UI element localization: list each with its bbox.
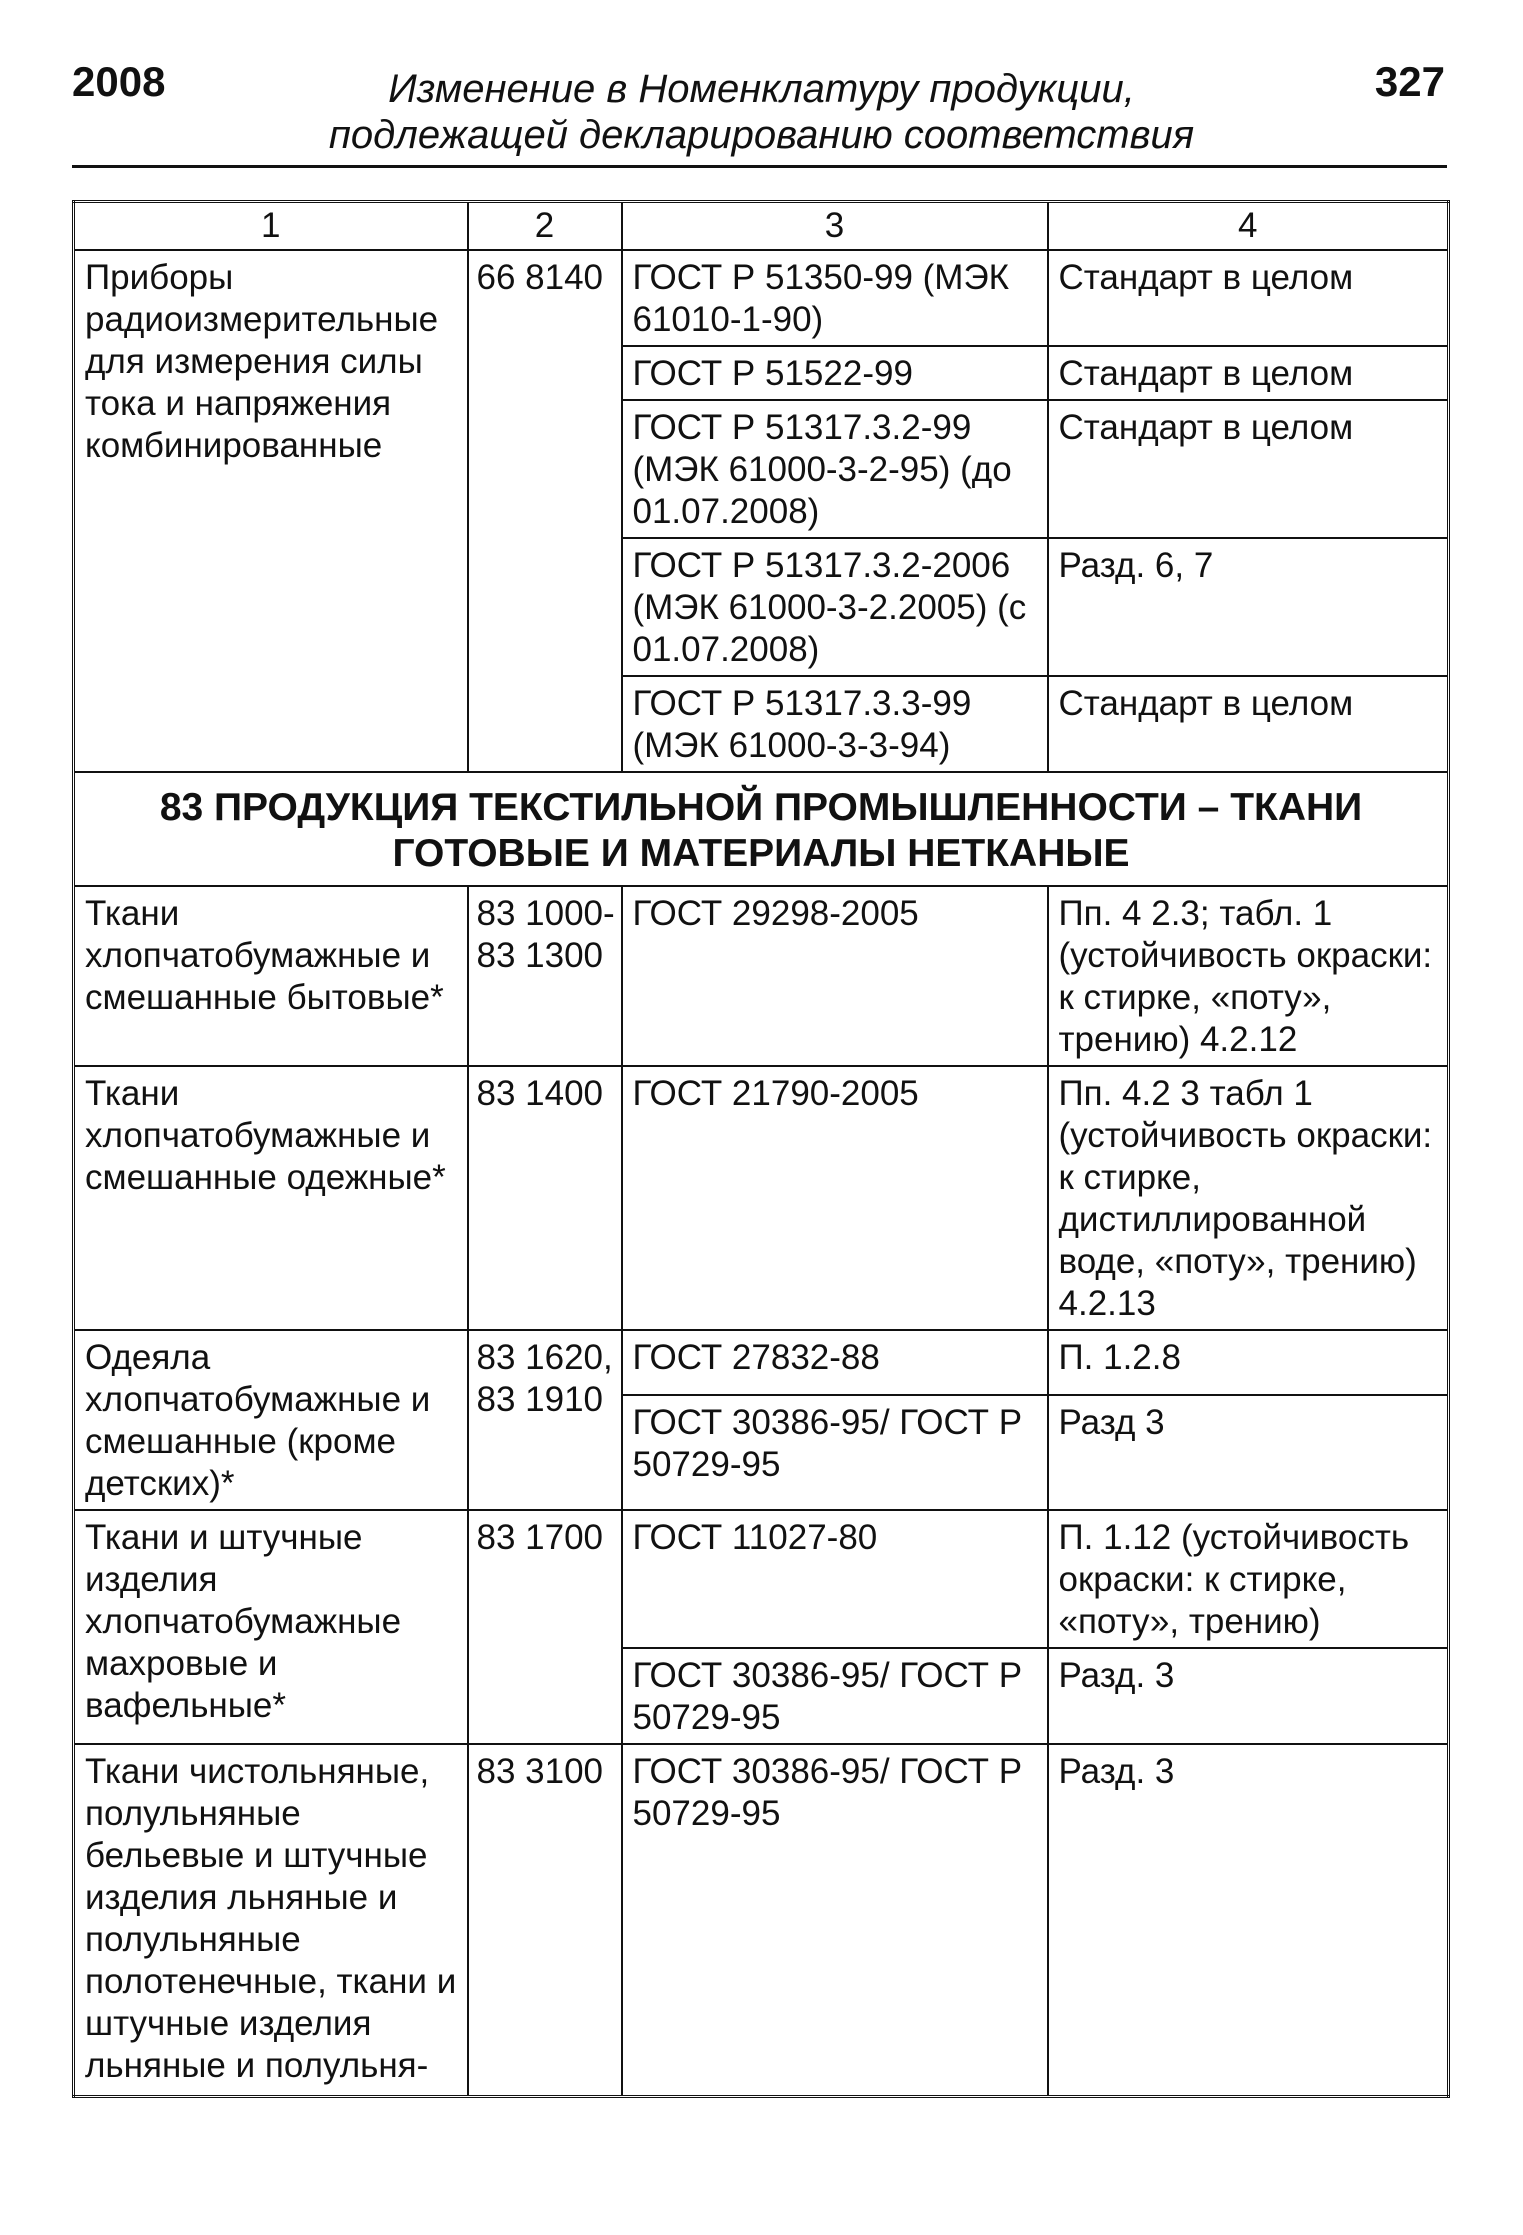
page-title-line1: Изменение в Номенклатуру продукции, (388, 67, 1135, 111)
scope-cell: П. 1.12 (устойчивость окраски: к стирке, «поту», трению) (1048, 1510, 1449, 1648)
column-header-4: 4 (1048, 202, 1449, 251)
header-rule (72, 165, 1447, 168)
scope-cell: Разд. 3 (1048, 1744, 1449, 2097)
standard-cell: ГОСТ Р 51317.3.2-2006 (МЭК 61000-3-2.2005) (с 01.07.2008) (622, 538, 1048, 676)
header-year: 2008 (72, 58, 166, 105)
product-cell: Ткани хлопчатобумажные и смешанные одежные* (74, 1066, 468, 1330)
product-cell: Приборы радиоизмерительные для измерения силы тока и напряжения комбинированные (74, 250, 468, 772)
scope-cell: П. 1.2.8 (1048, 1330, 1449, 1395)
product-cell: Ткани хлопчатобумажные и смешанные бытовые* (74, 886, 468, 1066)
scope-cell: Разд. 3 (1048, 1648, 1449, 1744)
scope-cell: Стандарт в целом (1048, 676, 1449, 772)
scope-cell: Разд. 6, 7 (1048, 538, 1449, 676)
product-cell: Одеяла хлопчатобумажные и смешанные (кроме детских)* (74, 1330, 468, 1510)
code-cell: 83 1400 (468, 1066, 622, 1330)
scope-cell: Пп. 4 2.3; табл. 1 (устойчивость окраски: к стирке, «поту», трению) 4.2.12 (1048, 886, 1449, 1066)
scope-cell: Разд 3 (1048, 1395, 1449, 1510)
scope-cell: Стандарт в целом (1048, 250, 1449, 346)
standard-cell: ГОСТ 21790-2005 (622, 1066, 1048, 1330)
standard-cell: ГОСТ 30386-95/ ГОСТ Р 50729-95 (622, 1744, 1048, 2097)
column-header-1: 1 (74, 202, 468, 251)
scope-cell: Пп. 4.2 3 табл 1 (устойчивость окраски: к стирке, дистиллированной воде, «поту», трению) 4.2.13 (1048, 1066, 1449, 1330)
standard-cell: ГОСТ 29298-2005 (622, 886, 1048, 1066)
scope-cell: Стандарт в целом (1048, 346, 1449, 400)
standard-cell: ГОСТ 11027-80 (622, 1510, 1048, 1648)
table-row (74, 1744, 1449, 2097)
code-cell: 83 3100 (468, 1744, 622, 2097)
table-row (74, 1510, 1449, 1648)
standard-cell: ГОСТ 30386-95/ ГОСТ Р 50729-95 (622, 1648, 1048, 1744)
section-row (74, 772, 1449, 886)
code-cell: 66 8140 (468, 250, 622, 772)
table-header-row (74, 202, 1449, 251)
standard-cell: ГОСТ 30386-95/ ГОСТ Р 50729-95 (622, 1395, 1048, 1510)
column-header-2: 2 (468, 202, 622, 251)
page-title-line2: подлежащей декларированию соответствия (328, 113, 1195, 157)
nomenclature-table (72, 200, 1450, 2098)
code-cell: 83 1000-83 1300 (468, 886, 622, 1066)
table-row (74, 886, 1449, 1066)
table-row (74, 1330, 1449, 1395)
scope-cell: Стандарт в целом (1048, 400, 1449, 538)
standard-cell: ГОСТ Р 51317.3.2-99 (МЭК 61000-3-2-95) (до 01.07.2008) (622, 400, 1048, 538)
table-row (74, 1066, 1449, 1330)
standard-cell: ГОСТ Р 51522-99 (622, 346, 1048, 400)
code-cell: 83 1620, 83 1910 (468, 1330, 622, 1510)
table-row (74, 250, 1449, 346)
product-cell: Ткани чистольняные, полульняные бельевые и штучные изделия льняные и полульняные полотенечные, ткани и штучные изделия льняные и полульня- (74, 1744, 468, 2097)
standard-cell: ГОСТ Р 51317.3.3-99 (МЭК 61000-3-3-94) (622, 676, 1048, 772)
code-cell: 83 1700 (468, 1510, 622, 1744)
page-title (260, 66, 1263, 158)
column-header-3: 3 (622, 202, 1048, 251)
standard-cell: ГОСТ 27832-88 (622, 1330, 1048, 1395)
product-cell: Ткани и штучные изделия хлопчатобумажные махровые и вафельные* (74, 1510, 468, 1744)
section-title: 83 ПРОДУКЦИЯ ТЕКСТИЛЬНОЙ ПРОМЫШЛЕННОСТИ – ТКАНИ ГОТОВЫЕ И МАТЕРИАЛЫ НЕТКАНЫЕ (74, 772, 1449, 886)
standard-cell: ГОСТ Р 51350-99 (МЭК 61010-1-90) (622, 250, 1048, 346)
page-number: 327 (1374, 58, 1445, 105)
